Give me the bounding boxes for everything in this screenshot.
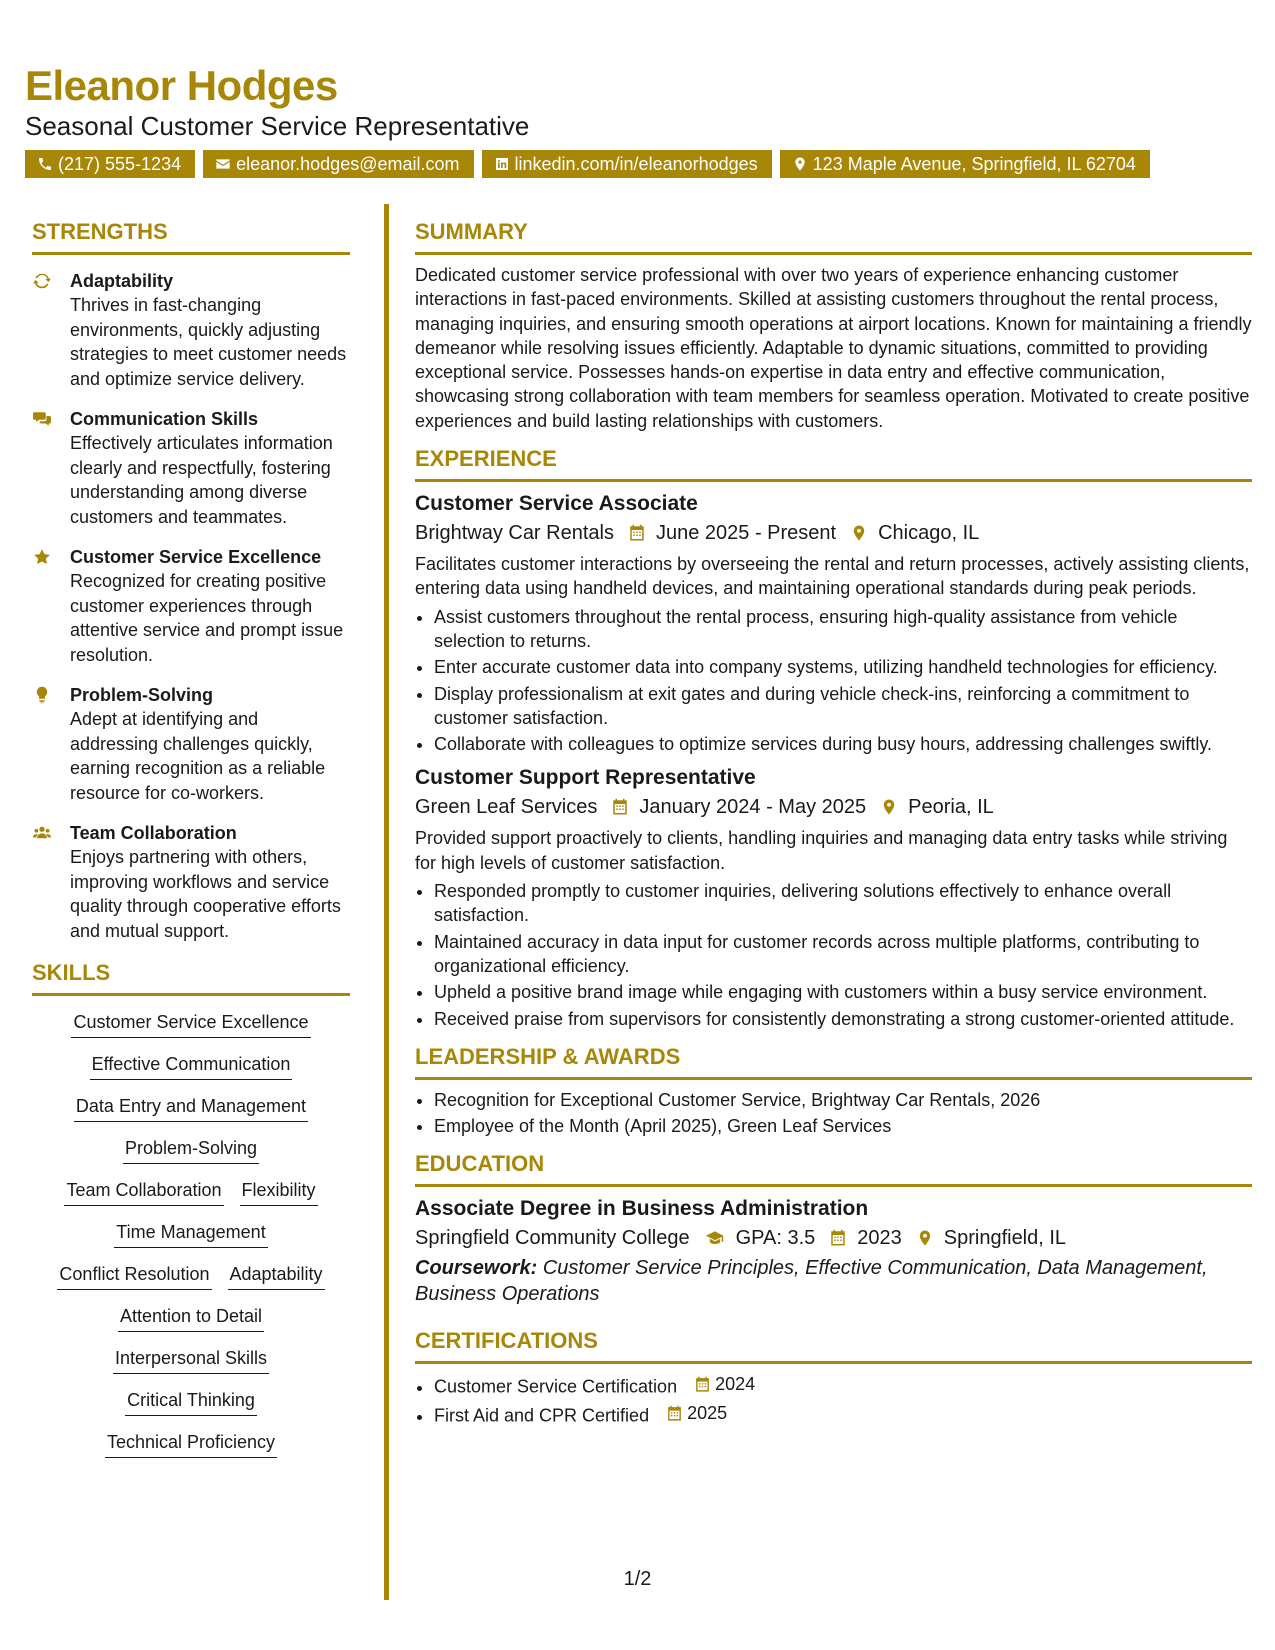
school-location: Springfield, IL — [943, 1227, 1067, 1250]
map-pin-icon — [792, 156, 808, 172]
award-item: • Recognition for Exceptional Customer Service, Brightway Car Rentals, 2026 — [434, 1088, 1252, 1112]
strength-desc: Adept at identifying and addressing challenges quickly, earning recognition as a reliable resource for co-workers. — [70, 709, 326, 803]
skill-tag: Team Collaboration — [64, 1178, 223, 1206]
calendar-icon — [666, 1405, 683, 1422]
skill-tag: Flexibility — [240, 1178, 318, 1206]
contact-linkedin[interactable] — [482, 150, 772, 178]
job-dates: June 2025 - Present — [655, 522, 837, 545]
column-divider — [384, 204, 389, 1600]
contact-bar — [25, 150, 1250, 178]
job-title: Customer Service Associate — [415, 492, 698, 516]
strength-title: Team Collaboration — [70, 823, 237, 843]
summary-heading: SUMMARY — [415, 218, 1252, 255]
education-meta — [415, 1223, 1252, 1253]
bullet-item: • Assist customers throughout the rental process, ensuring high-quality assistance from vehicle selection to returns. — [434, 605, 1252, 654]
strength-desc: Thrives in fast-changing environments, quickly adjusting strategies to meet customer needs and optimize service delivery. — [70, 295, 347, 389]
job-bullets — [415, 605, 1252, 757]
job-company: Green Leaf Services — [415, 796, 598, 819]
candidate-name: Eleanor Hodges — [25, 62, 338, 109]
lightbulb-icon — [32, 686, 52, 704]
contact-email-text: eleanor.hodges@email.com — [236, 154, 460, 174]
skills-list — [32, 1010, 350, 1472]
certification-item — [434, 1372, 1252, 1399]
gpa: GPA: 3.5 — [735, 1227, 816, 1250]
skill-tag: Critical Thinking — [125, 1388, 257, 1416]
skill-tag: Adaptability — [228, 1262, 325, 1290]
contact-address-text: 123 Maple Avenue, Springfield, IL 62704 — [812, 154, 1136, 174]
job-meta — [415, 518, 1252, 548]
coursework-text: Customer Service Principles, Effective Communication, Data Management, Business Operations — [415, 1257, 1208, 1306]
bullet-item: • Responded promptly to customer inquiries, delivering solutions effectively to enhance overall satisfaction. — [434, 879, 1252, 928]
strengths-list — [32, 269, 350, 943]
page-number: 1/2 — [623, 1568, 652, 1590]
certifications-heading: CERTIFICATIONS — [415, 1327, 1252, 1364]
graduation-year: 2023 — [857, 1227, 902, 1250]
map-pin-icon — [916, 1229, 934, 1247]
leadership-section — [415, 1043, 1252, 1139]
strength-title: Customer Service Excellence — [70, 547, 322, 567]
bullet-item: • Display professionalism at exit gates and during vehicle check-ins, reinforcing a commitment to customer satisfaction. — [434, 682, 1252, 731]
contact-email[interactable] — [203, 150, 473, 178]
skill-tag: Time Management — [114, 1220, 267, 1248]
sync-arrows-icon — [32, 272, 52, 290]
contact-linkedin-text: linkedin.com/in/eleanorhodges — [514, 154, 758, 174]
skill-tag: Problem-Solving — [123, 1136, 259, 1164]
skills-heading: SKILLS — [32, 959, 350, 996]
calendar-icon — [694, 1376, 711, 1393]
skill-tag: Conflict Resolution — [57, 1262, 211, 1290]
job-entry — [415, 490, 1252, 756]
certifications-list — [415, 1372, 1252, 1428]
contact-phone-text: (217) 555-1234 — [58, 154, 182, 174]
strengths-heading: STRENGTHS — [32, 218, 350, 255]
certification-year: 2024 — [715, 1374, 756, 1395]
summary-section — [415, 218, 1252, 433]
skill-tag: Interpersonal Skills — [113, 1346, 269, 1374]
map-pin-icon — [880, 798, 898, 816]
skill-tag: Attention to Detail — [118, 1304, 264, 1332]
experience-section — [415, 445, 1252, 1031]
certification-name: First Aid and CPR Certified — [434, 1406, 650, 1426]
job-bullets — [415, 879, 1252, 1031]
leadership-list — [415, 1088, 1252, 1139]
right-column — [415, 218, 1252, 1440]
job-description: Provided support proactively to clients, handling inquiries and managing data entry tasks while striving for high levels of customer satisfaction. — [415, 828, 1228, 873]
job-title: Customer Support Representative — [415, 766, 756, 790]
job-dates: January 2024 - May 2025 — [639, 796, 867, 819]
strength-title: Adaptability — [70, 271, 174, 291]
degree-title: Associate Degree in Business Administration — [415, 1197, 869, 1221]
certification-item — [434, 1401, 1252, 1428]
calendar-icon — [628, 524, 646, 542]
job-location: Chicago, IL — [878, 522, 980, 545]
left-column — [32, 218, 350, 1472]
job-company: Brightway Car Rentals — [415, 522, 614, 545]
resume-header — [25, 62, 1250, 178]
skill-tag: Effective Communication — [90, 1052, 293, 1080]
coursework — [415, 1255, 1252, 1307]
users-icon — [32, 824, 52, 842]
strength-item — [32, 545, 350, 667]
calendar-icon — [611, 798, 629, 816]
star-icon — [32, 548, 52, 566]
leadership-heading: LEADERSHIP & AWARDS — [415, 1043, 1252, 1080]
strength-desc: Effectively articulates information clearly and respectfully, fostering understanding among diverse customers and teammates. — [70, 433, 333, 527]
bullet-item: • Enter accurate customer data into company systems, utilizing handheld technologies for efficiency. — [434, 655, 1252, 679]
education-section — [415, 1150, 1252, 1307]
bullet-item: • Maintained accuracy in data input for customer records across multiple platforms, contributing to organizational efficiency. — [434, 930, 1252, 979]
linkedin-icon — [494, 156, 510, 172]
skill-tag: Data Entry and Management — [74, 1094, 308, 1122]
job-entry — [415, 764, 1252, 1030]
strength-title: Problem-Solving — [70, 685, 214, 705]
strength-item — [32, 407, 350, 529]
strength-item — [32, 821, 350, 943]
strength-item — [32, 269, 350, 391]
strength-desc: Recognized for creating positive customer experiences through attentive service and prompt issue resolution. — [70, 571, 344, 665]
certification-name: Customer Service Certification — [434, 1377, 678, 1398]
candidate-role: Seasonal Customer Service Representative — [25, 111, 530, 141]
bullet-item: • Received praise from supervisors for consistently demonstrating a strong customer-oriented attitude. — [434, 1007, 1252, 1031]
map-pin-icon — [850, 524, 868, 542]
education-heading: EDUCATION — [415, 1150, 1252, 1187]
job-location: Peoria, IL — [908, 796, 994, 819]
certification-year: 2025 — [687, 1403, 728, 1424]
school-name: Springfield Community College — [415, 1227, 690, 1250]
phone-icon — [37, 156, 53, 172]
certifications-section — [415, 1327, 1252, 1428]
calendar-icon — [829, 1229, 847, 1247]
job-meta — [415, 792, 1252, 822]
skill-tag: Customer Service Excellence — [71, 1010, 310, 1038]
skill-tag: Technical Proficiency — [105, 1430, 277, 1458]
experience-heading: EXPERIENCE — [415, 445, 1252, 482]
bullet-item: • Collaborate with colleagues to optimize services during busy hours, addressing challenges swiftly. — [434, 732, 1252, 756]
coursework-label: Coursework: — [415, 1257, 538, 1280]
envelope-icon — [215, 156, 231, 172]
strength-desc: Enjoys partnering with others, improving workflows and service quality through cooperative efforts and mutual support. — [70, 847, 341, 941]
contact-address[interactable] — [780, 150, 1150, 178]
award-item: • Employee of the Month (April 2025), Green Leaf Services — [434, 1114, 1252, 1138]
bullet-item: • Upheld a positive brand image while engaging with customers within a busy service environment. — [434, 980, 1252, 1004]
contact-phone[interactable] — [25, 150, 195, 178]
graduation-cap-icon — [704, 1229, 726, 1247]
job-description: Facilitates customer interactions by overseeing the rental and return processes, actively assisting clients, entering data using handheld devices, and maintaining operational standards during peak periods. — [415, 554, 1250, 599]
chat-bubbles-icon — [32, 410, 52, 428]
strength-item — [32, 683, 350, 805]
summary-text: Dedicated customer service professional with over two years of experience enhancing customer interactions in fast-paced environments. Skilled at assisting customers throughout the rental process, managing inquiries, and ensuring smooth operations at airport locations. Known for maintaining a friendly demeanor while resolving issues efficiently. Adaptable to dynamic situations, committed to providing exceptional service. Possesses hands-on expertise in data entry and effective communication, showcasing strong collaboration with team members for seamless operation. Motivated to create positive experiences and build lasting relationships with customers. — [415, 265, 1252, 431]
strength-title: Communication Skills — [70, 409, 259, 429]
